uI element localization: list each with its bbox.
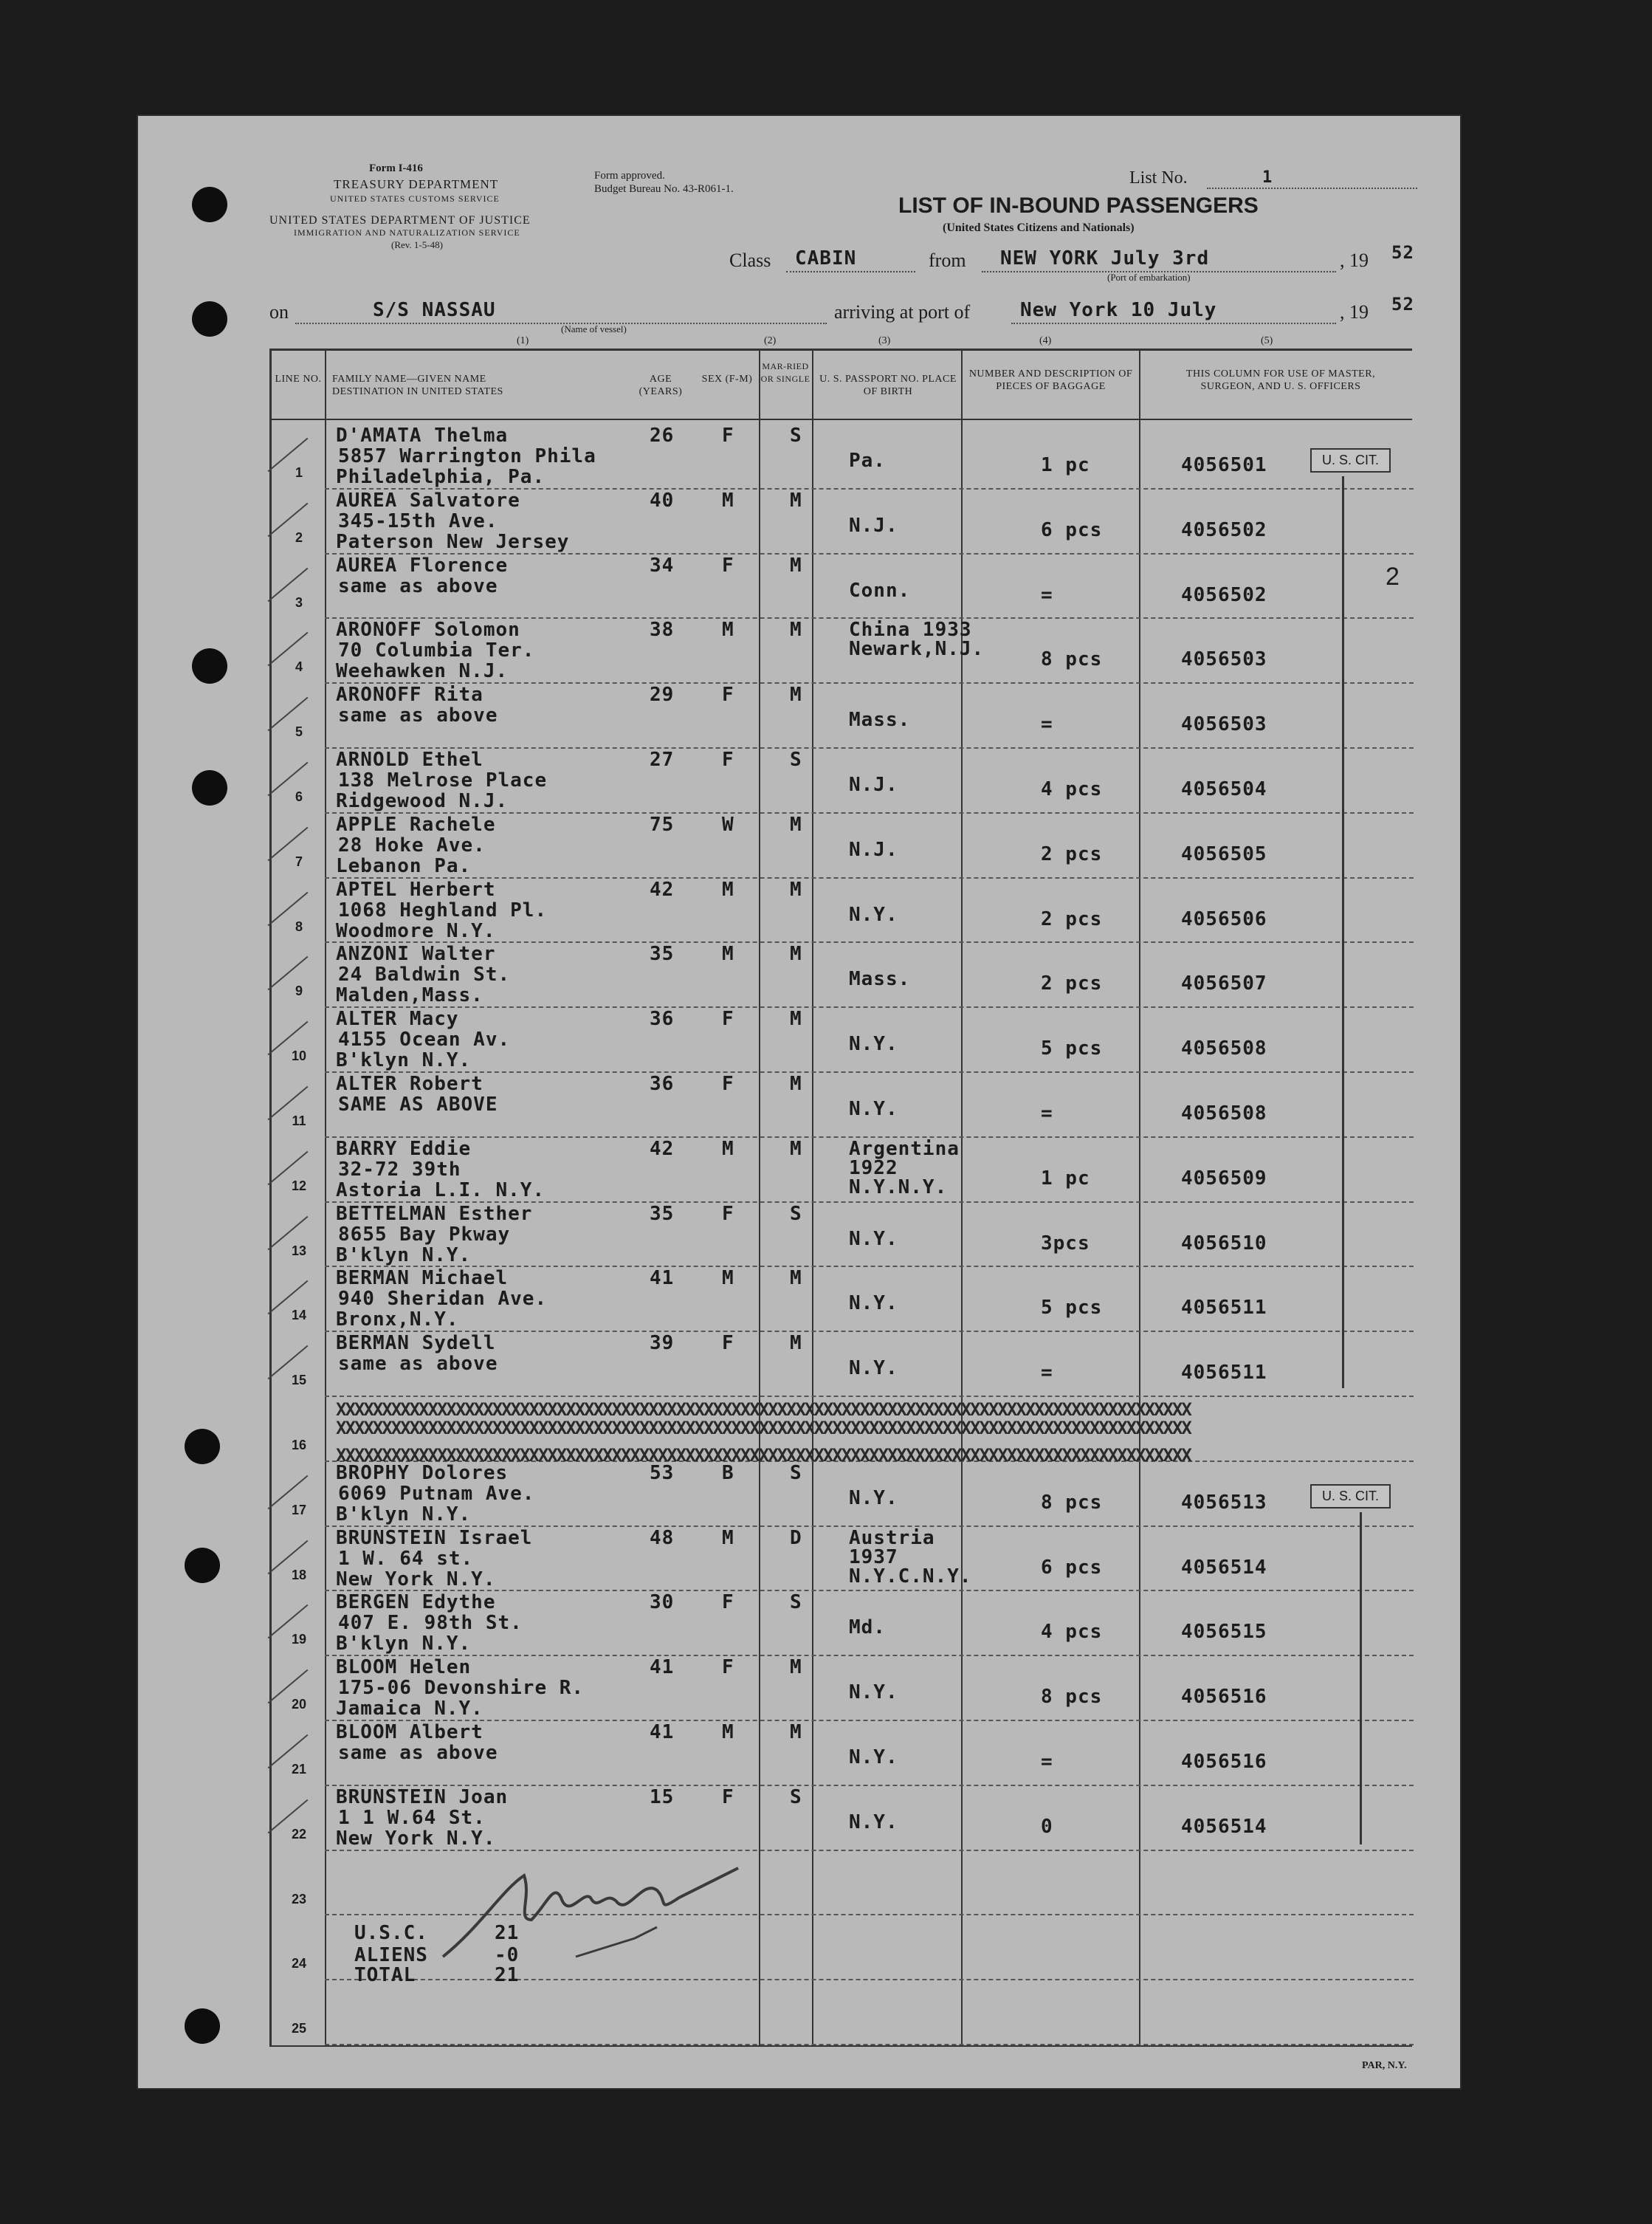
col-num-2: (2) [764,335,777,346]
passenger-marital: M [790,943,802,966]
passenger-birthplace: N.Y. [849,1098,898,1120]
passenger-sex: M [722,878,734,901]
passenger-sex: F [722,1332,734,1355]
passenger-number: 4056509 [1181,1167,1267,1190]
col-divider [325,349,326,2047]
passenger-sex: M [722,1137,734,1160]
us-cit-stamp: U. S. CIT. [1310,1484,1391,1509]
passenger-birthplace: Argentina 1922 N.Y.N.Y. [849,1137,960,1198]
row-rule [325,682,1414,684]
year-label: , 19 [1340,250,1369,271]
passenger-number: 4056504 [1181,778,1267,800]
line-number: 6 [295,789,303,804]
passenger-number: 4056505 [1181,842,1267,865]
passenger-address: 28 Hoke Ave. [338,834,486,857]
passenger-baggage: = [1041,1751,1053,1773]
passenger-name: AUREA Salvatore [336,489,520,512]
aliens-label: ALIENS [354,1944,428,1966]
passenger-birthplace: N.Y. [849,1486,898,1509]
budget-bureau: Budget Bureau No. 43-R061-1. [594,183,734,195]
passenger-address: 407 E. 98th St. [338,1612,523,1635]
passenger-city: Philadelphia, Pa. [336,466,545,488]
passenger-age: 41 [650,1656,675,1679]
passenger-age: 39 [650,1332,675,1355]
us-citizens-value: 21 [495,1922,520,1944]
passenger-address: 32-72 39th [338,1158,461,1181]
header-line-no: LINE NO. [275,374,322,385]
passenger-marital: M [790,1332,802,1355]
passenger-sex: M [722,619,734,642]
form-approved: Form approved. [594,170,665,182]
vessel-field [295,299,827,324]
passenger-name: BLOOM Helen [336,1656,472,1679]
table-left-rule [269,349,272,2047]
on-label: on [269,301,289,323]
punch-hole [192,301,227,337]
passenger-age: 29 [650,684,675,707]
passenger-sex: F [722,425,734,447]
passenger-name: D'AMATA Thelma [336,425,509,447]
passenger-address: 24 Baldwin St. [338,964,511,986]
passenger-number: 4056503 [1181,648,1267,671]
passenger-sex: F [722,1202,734,1225]
arriving-value: New York 10 July [1020,299,1217,321]
passenger-address: same as above [338,704,498,727]
col-num-4: (4) [1039,335,1052,346]
passenger-city: Weehawken N.J. [336,660,509,683]
row-rule [325,1006,1414,1008]
passenger-address: same as above [338,574,498,597]
count-mark: 2 [1386,563,1400,591]
passenger-address: 6069 Putnam Ave. [338,1482,535,1505]
line-number: 25 [291,2021,307,2036]
arriving-field [1011,299,1336,324]
year2-label: , 19 [1340,301,1369,323]
passenger-address: 1 1 W.64 St. [338,1806,486,1829]
passenger-birthplace: N.Y. [849,903,898,926]
from-label: from [929,250,966,271]
passenger-address: 1068 Heghland Pl. [338,899,548,921]
row-rule [325,1979,1414,1980]
passenger-age: 75 [650,813,675,836]
line-number: 9 [295,984,303,999]
class-value: CABIN [795,247,857,270]
row-rule [325,1655,1414,1656]
passenger-name: AUREA Florence [336,554,509,577]
passenger-marital: S [790,1202,802,1225]
passenger-number: 4056513 [1181,1491,1267,1514]
customs-service: UNITED STATES CUSTOMS SERVICE [330,193,500,204]
passenger-name: ANZONI Walter [336,943,496,966]
vessel-value: S/S NASSAU [373,299,496,321]
passenger-city: New York N.Y. [336,1827,496,1850]
struck-line: XXXXXXXXXXXXXXXXXXXXXXXXXXXXXXXXXXXXXXXXXXXXXXXXXXXXXXXXXXXXXXXXXXXXXXXXXXXXXXXXXXXXXXXXXXXXX [336,1399,1191,1417]
passenger-baggage: 2 pcs [1041,842,1103,865]
passenger-address: 4155 Ocean Av. [338,1029,511,1051]
passenger-baggage: = [1041,1362,1053,1384]
line-number: 21 [291,1762,307,1777]
passenger-marital: M [790,619,802,642]
header-passport: U. S. PASSPORT NO. PLACE OF BIRTH [819,374,957,397]
passenger-marital: S [790,425,802,447]
printer-mark: PAR, N.Y. [1362,2060,1407,2071]
punch-hole [192,770,227,806]
passenger-name: ARNOLD Ethel [336,749,483,771]
passenger-address: 1 W. 64 st. [338,1547,474,1570]
list-no-field [1207,168,1417,189]
passenger-marital: D [790,1526,802,1549]
passenger-sex: F [722,684,734,707]
port-embarkation-caption: (Port of embarkation) [1107,272,1191,283]
passenger-birthplace: N.Y. [849,1811,898,1833]
line-number: 23 [291,1891,307,1906]
row-rule [325,1396,1414,1397]
from-field [982,247,1336,272]
passenger-birthplace: N.Y. [849,1357,898,1380]
line-number: 2 [295,529,303,545]
col-divider [1139,349,1140,2047]
passenger-birthplace: N.Y. [849,1292,898,1315]
row-rule [325,1720,1414,1721]
officer-signature [413,1846,753,1979]
passenger-number: 4056502 [1181,518,1267,541]
passenger-marital: S [790,1785,802,1808]
vessel-caption: (Name of vessel) [561,323,627,334]
line-number: 1 [295,465,303,480]
class-field [786,247,915,272]
header-married: MAR-RIED OR SINGLE [760,361,810,384]
passenger-birthplace: Mass. [849,709,911,732]
passenger-baggage: 6 pcs [1041,518,1103,541]
passenger-marital: M [790,1267,802,1290]
passenger-birthplace: N.Y. [849,1681,898,1704]
passenger-baggage: 8 pcs [1041,648,1103,671]
us-cit-stamp: U. S. CIT. [1310,448,1391,473]
passenger-birthplace: Conn. [849,579,911,602]
passenger-name: BERGEN Edythe [336,1591,496,1614]
passenger-birthplace: N.J. [849,774,898,796]
from-value: NEW YORK July 3rd [1000,247,1210,270]
col-num-1: (1) [517,335,529,346]
col-divider [812,349,813,2047]
line-number: 7 [295,854,303,869]
passenger-baggage: 3pcs [1041,1232,1090,1255]
passenger-address: 940 Sheridan Ave. [338,1288,548,1311]
passenger-age: 34 [650,554,675,577]
passenger-name: BETTELMAN Esther [336,1202,533,1225]
line-number: 16 [291,1438,307,1452]
passenger-age: 35 [650,943,675,966]
passenger-name: BROPHY Dolores [336,1461,509,1484]
passenger-baggage: = [1041,583,1053,606]
line-number: 15 [291,1373,307,1388]
page-subtitle: (United States Citizens and Nationals) [943,222,1135,234]
passenger-number: 4056503 [1181,713,1267,736]
treasury-dept: TREASURY DEPARTMENT [334,177,499,191]
passenger-birthplace: N.Y. [849,1033,898,1056]
passenger-birthplace: China 1933 Newark,N.J. [849,619,985,661]
us-citizens-label: U.S.C. [354,1922,428,1944]
line-number: 5 [295,724,303,740]
passenger-birthplace: N.J. [849,514,898,537]
passenger-marital: M [790,554,802,577]
passenger-baggage: 0 [1041,1815,1053,1838]
passenger-baggage: 2 pcs [1041,972,1103,995]
passenger-marital: M [790,1721,802,1743]
passenger-sex: F [722,1073,734,1095]
passenger-number: 4056515 [1181,1621,1267,1644]
bracket-line [1342,476,1344,1388]
passenger-age: 42 [650,878,675,901]
punch-hole [185,1429,220,1464]
passenger-name: ALTER Macy [336,1008,459,1031]
passenger-city: Jamaica N.Y. [336,1698,483,1720]
line-number: 14 [291,1308,307,1323]
passenger-baggage: 1 pc [1041,454,1090,476]
passenger-number: 4056516 [1181,1686,1267,1709]
passenger-birthplace: Md. [849,1616,886,1639]
col-divider [961,349,963,2047]
passenger-birthplace: Mass. [849,968,911,991]
col-num-5: (5) [1261,335,1273,346]
passenger-number: 4056511 [1181,1297,1267,1319]
col-num-3: (3) [878,335,891,346]
header-age: AGE (YEARS) [639,374,683,397]
header-sex: SEX (F-M) [701,374,753,385]
passenger-marital: M [790,1656,802,1679]
passenger-name: ALTER Robert [336,1073,483,1095]
passenger-name: APPLE Rachele [336,813,496,836]
passenger-baggage: 5 pcs [1041,1037,1103,1060]
passenger-sex: M [722,489,734,512]
passenger-city: Woodmore N.Y. [336,919,496,942]
passenger-city: Paterson New Jersey [336,530,570,553]
line-number: 22 [291,1826,307,1842]
ins-service: IMMIGRATION AND NATURALIZATION SERVICE [294,227,520,238]
passenger-address: same as above [338,1353,498,1376]
total-value: 21 [495,1964,520,1986]
passenger-age: 15 [650,1785,675,1808]
passenger-city: New York N.Y. [336,1568,496,1590]
passenger-age: 36 [650,1008,675,1031]
line-number: 12 [291,1178,307,1193]
passenger-sex: M [722,1721,734,1743]
passenger-baggage: 8 pcs [1041,1491,1103,1514]
passenger-age: 41 [650,1267,675,1290]
passenger-name: APTEL Herbert [336,878,496,901]
bracket-line [1360,1512,1362,1844]
line-number: 19 [291,1632,307,1647]
passenger-name: BRUNSTEIN Israel [336,1526,533,1549]
passenger-sex: F [722,1785,734,1808]
passenger-marital: M [790,813,802,836]
header-baggage: NUMBER AND DESCRIPTION OF PIECES OF BAGGAGE [968,368,1133,392]
passenger-age: 26 [650,425,675,447]
passenger-city: B'klyn N.Y. [336,1243,472,1266]
passenger-name: ARONOFF Solomon [336,619,520,642]
passenger-marital: S [790,1461,802,1484]
line-number: 10 [291,1048,307,1064]
passenger-marital: S [790,1591,802,1614]
passenger-age: 53 [650,1461,675,1484]
year-value: 52 [1391,242,1414,263]
passenger-sex: F [722,554,734,577]
passenger-address: 175-06 Devonshire R. [338,1677,585,1700]
line-number: 20 [291,1697,307,1712]
passenger-age: 35 [650,1202,675,1225]
row-rule [325,747,1414,749]
page-title: LIST OF IN-BOUND PASSENGERS [898,193,1259,218]
passenger-number: 4056508 [1181,1037,1267,1060]
passenger-marital: M [790,489,802,512]
passenger-baggage: 5 pcs [1041,1297,1103,1319]
passenger-name: BERMAN Michael [336,1267,509,1290]
header-officers: THIS COLUMN FOR USE OF MASTER, SURGEON, AND U. S. OFFICERS [1185,368,1376,392]
passenger-birthplace: N.Y. [849,1746,898,1768]
passenger-city: Astoria L.I. N.Y. [336,1178,545,1201]
revision: (Rev. 1-5-48) [391,239,443,250]
passenger-name: ARONOFF Rita [336,684,483,707]
total-label: TOTAL [354,1964,416,1986]
year2-value: 52 [1391,294,1414,315]
passenger-birthplace: Pa. [849,450,886,472]
struck-line: XXXXXXXXXXXXXXXXXXXXXXXXXXXXXXXXXXXXXXXXXXXXXXXXXXXXXXXXXXXXXXXXXXXXXXXXXXXXXXXXXXXXXXXXXXXXX [336,1445,1191,1463]
line-number: 4 [295,659,303,675]
passenger-city: Malden,Mass. [336,984,483,1007]
struck-line: XXXXXXXXXXXXXXXXXXXXXXXXXXXXXXXXXXXXXXXXXXXXXXXXXXXXXXXXXXXXXXXXXXXXXXXXXXXXXXXXXXXXXXXXXXXXX [336,1418,1191,1435]
passenger-age: 48 [650,1526,675,1549]
passenger-address: 5857 Warrington Phila [338,445,596,467]
arriving-label: arriving at port of [834,301,971,323]
passenger-marital: S [790,749,802,771]
passenger-name: BARRY Eddie [336,1137,472,1160]
line-number: 11 [292,1113,306,1128]
row-rule [325,1071,1414,1073]
passenger-sex: M [722,1526,734,1549]
passenger-name: BRUNSTEIN Joan [336,1785,509,1808]
aliens-value: -0 [495,1944,520,1966]
passenger-baggage: 4 pcs [1041,1621,1103,1644]
col-divider [759,349,760,2047]
line-number: 18 [291,1567,307,1582]
passenger-number: 4056514 [1181,1815,1267,1838]
passenger-address: 345-15th Ave. [338,509,498,532]
passenger-baggage: = [1041,1102,1053,1125]
passenger-city: B'klyn N.Y. [336,1503,472,1525]
form-number: Form I-416 [369,162,423,174]
passenger-address: same as above [338,1742,498,1764]
punch-hole [185,2008,220,2044]
list-no-label: List No. [1129,168,1188,188]
class-label: Class [729,250,771,271]
passenger-sex: M [722,1267,734,1290]
line-number: 3 [295,594,303,610]
passenger-baggage: 8 pcs [1041,1686,1103,1709]
passenger-number: 4056516 [1181,1751,1267,1773]
passenger-number: 4056501 [1181,454,1267,476]
table-bottom-rule [269,2045,1412,2047]
passenger-sex: F [722,1591,734,1614]
passenger-number: 4056511 [1181,1362,1267,1384]
table-top-rule [269,349,1412,351]
passenger-age: 42 [650,1137,675,1160]
passenger-address: SAME AS ABOVE [338,1094,498,1116]
passenger-sex: M [722,943,734,966]
passenger-birthplace: N.Y. [849,1227,898,1250]
passenger-sex: F [722,1008,734,1031]
header-name: FAMILY NAME—GIVEN NAME DESTINATION IN UNITED STATES [332,374,503,397]
punch-hole [192,648,227,684]
passenger-marital: M [790,878,802,901]
passenger-age: 36 [650,1073,675,1095]
passenger-city: Lebanon Pa. [336,854,472,877]
passenger-number: 4056514 [1181,1556,1267,1579]
passenger-baggage: 1 pc [1041,1167,1090,1190]
passenger-baggage: 4 pcs [1041,778,1103,800]
table-header-rule [269,419,1412,420]
passenger-age: 30 [650,1591,675,1614]
punch-hole [192,187,227,222]
passenger-city: Bronx,N.Y. [336,1308,459,1331]
passenger-number: 4056508 [1181,1102,1267,1125]
line-number: 24 [291,1956,307,1971]
passenger-sex: B [722,1461,734,1484]
passenger-marital: M [790,684,802,707]
line-number: 13 [291,1243,307,1258]
passenger-address: 8655 Bay Pkway [338,1223,511,1246]
passenger-city: B'klyn N.Y. [336,1049,472,1072]
passenger-city: B'klyn N.Y. [336,1633,472,1655]
passenger-marital: M [790,1008,802,1031]
passenger-age: 40 [650,489,675,512]
passenger-number: 4056507 [1181,972,1267,995]
passenger-marital: M [790,1137,802,1160]
line-number: 8 [295,919,303,934]
passenger-address: 70 Columbia Ter. [338,639,535,662]
passenger-name: BERMAN Sydell [336,1332,496,1355]
punch-hole [185,1548,220,1583]
passenger-age: 41 [650,1721,675,1743]
row-rule [325,2044,1414,2045]
passenger-age: 38 [650,619,675,642]
justice-dept: UNITED STATES DEPARTMENT OF JUSTICE [269,214,531,227]
passenger-baggage: = [1041,713,1053,736]
passenger-baggage: 2 pcs [1041,907,1103,930]
passenger-marital: M [790,1073,802,1095]
passenger-baggage: 6 pcs [1041,1556,1103,1579]
passenger-birthplace: N.J. [849,838,898,861]
passenger-number: 4056510 [1181,1232,1267,1255]
line-number: 17 [291,1502,307,1517]
passenger-number: 4056502 [1181,583,1267,606]
passenger-name: BLOOM Albert [336,1721,483,1743]
passenger-number: 4056506 [1181,907,1267,930]
passenger-sex: W [722,813,734,836]
passenger-city: Ridgewood N.J. [336,790,509,812]
passenger-age: 27 [650,749,675,771]
list-no-value: 1 [1262,168,1273,187]
passenger-birthplace: Austria 1937 N.Y.C.N.Y. [849,1526,972,1588]
passenger-sex: F [722,1656,734,1679]
passenger-address: 138 Melrose Place [338,769,548,792]
passenger-sex: F [722,749,734,771]
